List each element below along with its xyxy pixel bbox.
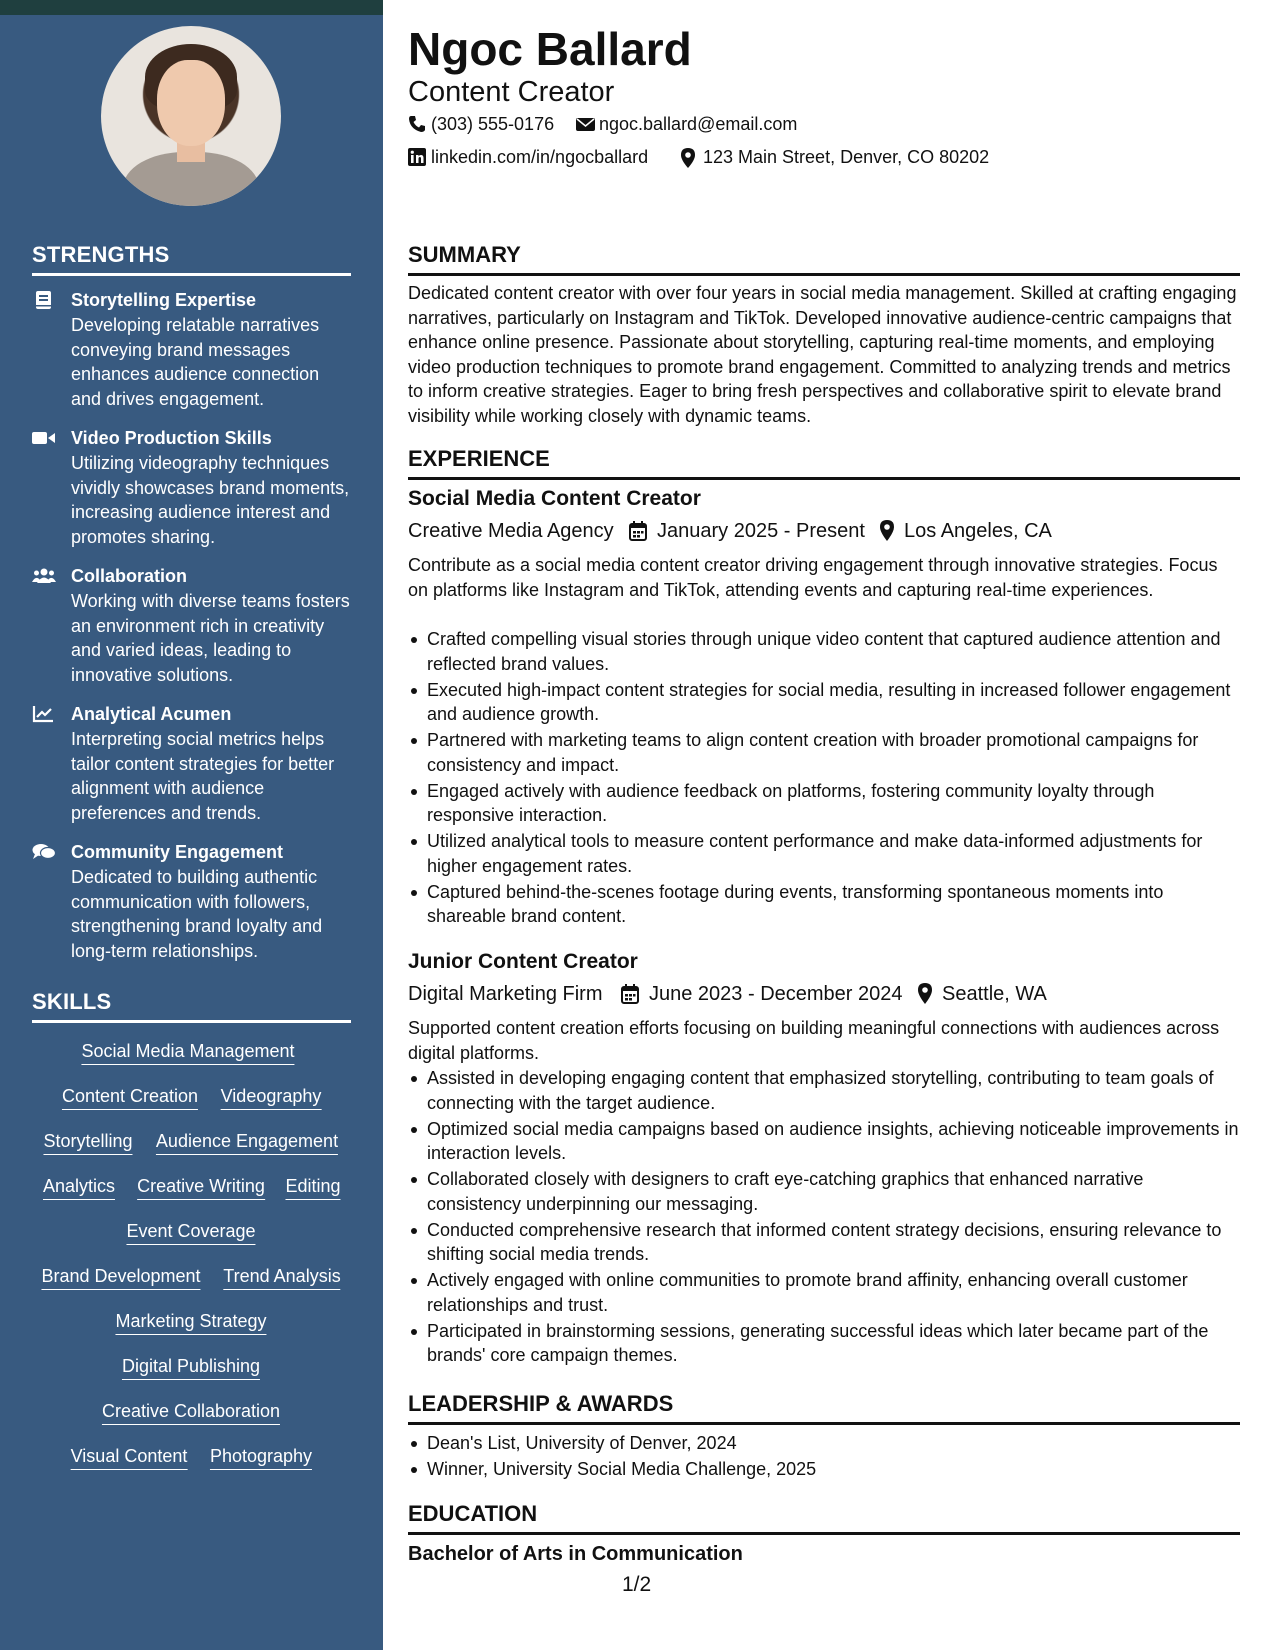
- job-description: Supported content creation efforts focusing on building meaningful connections with audiences across digital platforms.: [408, 1018, 1220, 1063]
- strength-title: Collaboration: [71, 566, 187, 586]
- job-description: Contribute as a social media content creator driving engagement through innovative strategies. Focus on platforms like Instagram and TikTok, attending events and capturing real-time experiences.: [408, 555, 1218, 600]
- strength-title: Community Engagement: [71, 842, 284, 862]
- email-address: ngoc.ballard@email.com: [599, 114, 798, 134]
- skill-tag: Storytelling: [43, 1129, 132, 1155]
- calendar-icon: [621, 984, 639, 1004]
- experience-heading: EXPERIENCE: [408, 445, 1240, 480]
- list-item: Assisted in developing engaging content that emphasized storytelling, contributing to team goals of connecting with the target audience.: [408, 1066, 1240, 1115]
- job-bullets: [408, 627, 1240, 930]
- candidate-name: Ngoc Ballard: [408, 23, 692, 75]
- skill-tag: Brand Development: [41, 1264, 200, 1290]
- map-marker-icon: [680, 148, 696, 168]
- candidate-role: Content Creator: [408, 76, 615, 108]
- skill-tag: Content Creation: [62, 1084, 198, 1110]
- skill-tag: Photography: [210, 1444, 312, 1470]
- linkedin-icon: [408, 148, 426, 166]
- video-camera-icon: [32, 429, 56, 447]
- list-item: Captured behind-the-scenes footage during events, transforming spontaneous moments into shareable brand content.: [408, 880, 1240, 929]
- list-item: Winner, University Social Media Challenge, 2025: [408, 1457, 1240, 1482]
- chart-line-icon: [32, 705, 56, 723]
- sidebar-top-bar: [0, 0, 383, 15]
- strength-description: Utilizing videography techniques vividly showcases brand moments, increasing audience interest and promotes sharing.: [71, 453, 350, 547]
- list-item: Collaborated closely with designers to craft eye-catching graphics that enhanced narrative consistency underpinning our messaging.: [408, 1167, 1240, 1216]
- map-marker-icon: [917, 983, 933, 1004]
- phone-number: (303) 555-0176: [431, 114, 555, 134]
- skill-tag: Editing: [285, 1174, 340, 1200]
- skills-heading: SKILLS: [32, 989, 351, 1023]
- job-location: Los Angeles, CA: [904, 520, 1052, 542]
- list-item: Participated in brainstorming sessions, generating successful ideas which later became part of the brands' core campaign themes.: [408, 1319, 1240, 1368]
- strengths-heading: STRENGTHS: [32, 242, 351, 276]
- list-item: Actively engaged with online communities to promote brand affinity, enhancing overall customer relationships and trust.: [408, 1268, 1240, 1317]
- skill-tag: Creative Collaboration: [102, 1399, 280, 1425]
- envelope-icon: [576, 115, 595, 133]
- strength-title: Storytelling Expertise: [71, 290, 257, 310]
- map-marker-icon: [879, 520, 895, 541]
- list-item: Conducted comprehensive research that informed content strategy decisions, ensuring relevance to shifting social media trends.: [408, 1218, 1240, 1267]
- job-location: Seattle, WA: [942, 983, 1047, 1005]
- strength-description: Dedicated to building authentic communication with followers, strengthening brand loyalty and long-term relationships.: [71, 867, 323, 961]
- list-item: Partnered with marketing teams to align content creation with broader promotional campaigns for consistency and impact.: [408, 728, 1240, 777]
- list-item: Dean's List, University of Denver, 2024: [408, 1431, 1240, 1456]
- strength-title: Video Production Skills: [71, 428, 272, 448]
- job-dates: January 2025 - Present: [657, 520, 865, 542]
- list-item: Engaged actively with audience feedback on platforms, fostering community loyalty through responsive interaction.: [408, 779, 1240, 828]
- sidebar: [0, 0, 383, 1650]
- book-icon: [32, 291, 56, 309]
- strength-description: Interpreting social metrics helps tailor content strategies for better alignment with audience preferences and trends.: [71, 729, 335, 823]
- street-address: 123 Main Street, Denver, CO 80202: [703, 147, 990, 167]
- skill-tag: Videography: [221, 1084, 322, 1110]
- education-heading: EDUCATION: [408, 1500, 1240, 1535]
- page-number: 1/2: [622, 1573, 652, 1596]
- job-dates: June 2023 - December 2024: [649, 983, 903, 1005]
- list-item: Utilized analytical tools to measure content performance and make data-informed adjustments for higher engagement rates.: [408, 829, 1240, 878]
- skill-tag: Visual Content: [71, 1444, 188, 1470]
- skill-tag: Creative Writing: [137, 1174, 265, 1200]
- skill-tag: Marketing Strategy: [115, 1309, 266, 1335]
- users-icon: [32, 567, 56, 585]
- awards-list: [408, 1431, 1240, 1483]
- job-title: Social Media Content Creator: [408, 487, 701, 510]
- awards-heading: LEADERSHIP & AWARDS: [408, 1390, 1240, 1425]
- profile-photo: [101, 26, 281, 206]
- strength-title: Analytical Acumen: [71, 704, 232, 724]
- strength-description: Developing relatable narratives conveying brand messages enhances audience connection and drives engagement.: [71, 315, 320, 409]
- calendar-icon: [629, 521, 647, 541]
- job-title: Junior Content Creator: [408, 950, 638, 973]
- skill-tag: Trend Analysis: [223, 1264, 340, 1290]
- list-item: Executed high-impact content strategies for social media, resulting in increased follower engagement and audience growth.: [408, 678, 1240, 727]
- skill-tag: Audience Engagement: [156, 1129, 338, 1155]
- company-name: Digital Marketing Firm: [408, 983, 603, 1005]
- skill-tag: Digital Publishing: [122, 1354, 260, 1380]
- skill-tag: Event Coverage: [126, 1219, 255, 1245]
- degree-title: Bachelor of Arts in Communication: [408, 1543, 743, 1565]
- list-item: Crafted compelling visual stories through unique video content that captured audience attention and reflected brand values.: [408, 627, 1240, 676]
- company-name: Creative Media Agency: [408, 520, 614, 542]
- summary-text: Dedicated content creator with over four years in social media management. Skilled at crafting engaging narratives, particularly on Instagram and TikTok. Developed innovative audience-centric campaigns that enhance online presence. Passionate about storytelling, capturing real-time moments, and employing video production techniques to promote brand engagement. Committed to analyzing trends and metrics to inform creative strategies. Eager to bring fresh perspectives and collaborative spirit to elevate brand visibility while working closely with dynamic teams.: [408, 283, 1237, 426]
- comments-icon: [32, 843, 56, 861]
- phone-icon: [408, 115, 426, 133]
- skill-tag: Analytics: [43, 1174, 115, 1200]
- skill-tag: Social Media Management: [81, 1039, 294, 1065]
- linkedin-url: linkedin.com/in/ngocballard: [431, 147, 649, 167]
- list-item: Optimized social media campaigns based on audience insights, achieving noticeable improvements in interaction levels.: [408, 1117, 1240, 1166]
- strength-description: Working with diverse teams fosters an environment rich in creativity and varied ideas, leading to innovative solutions.: [71, 591, 350, 685]
- summary-heading: SUMMARY: [408, 241, 1240, 276]
- job-bullets: [408, 1066, 1240, 1369]
